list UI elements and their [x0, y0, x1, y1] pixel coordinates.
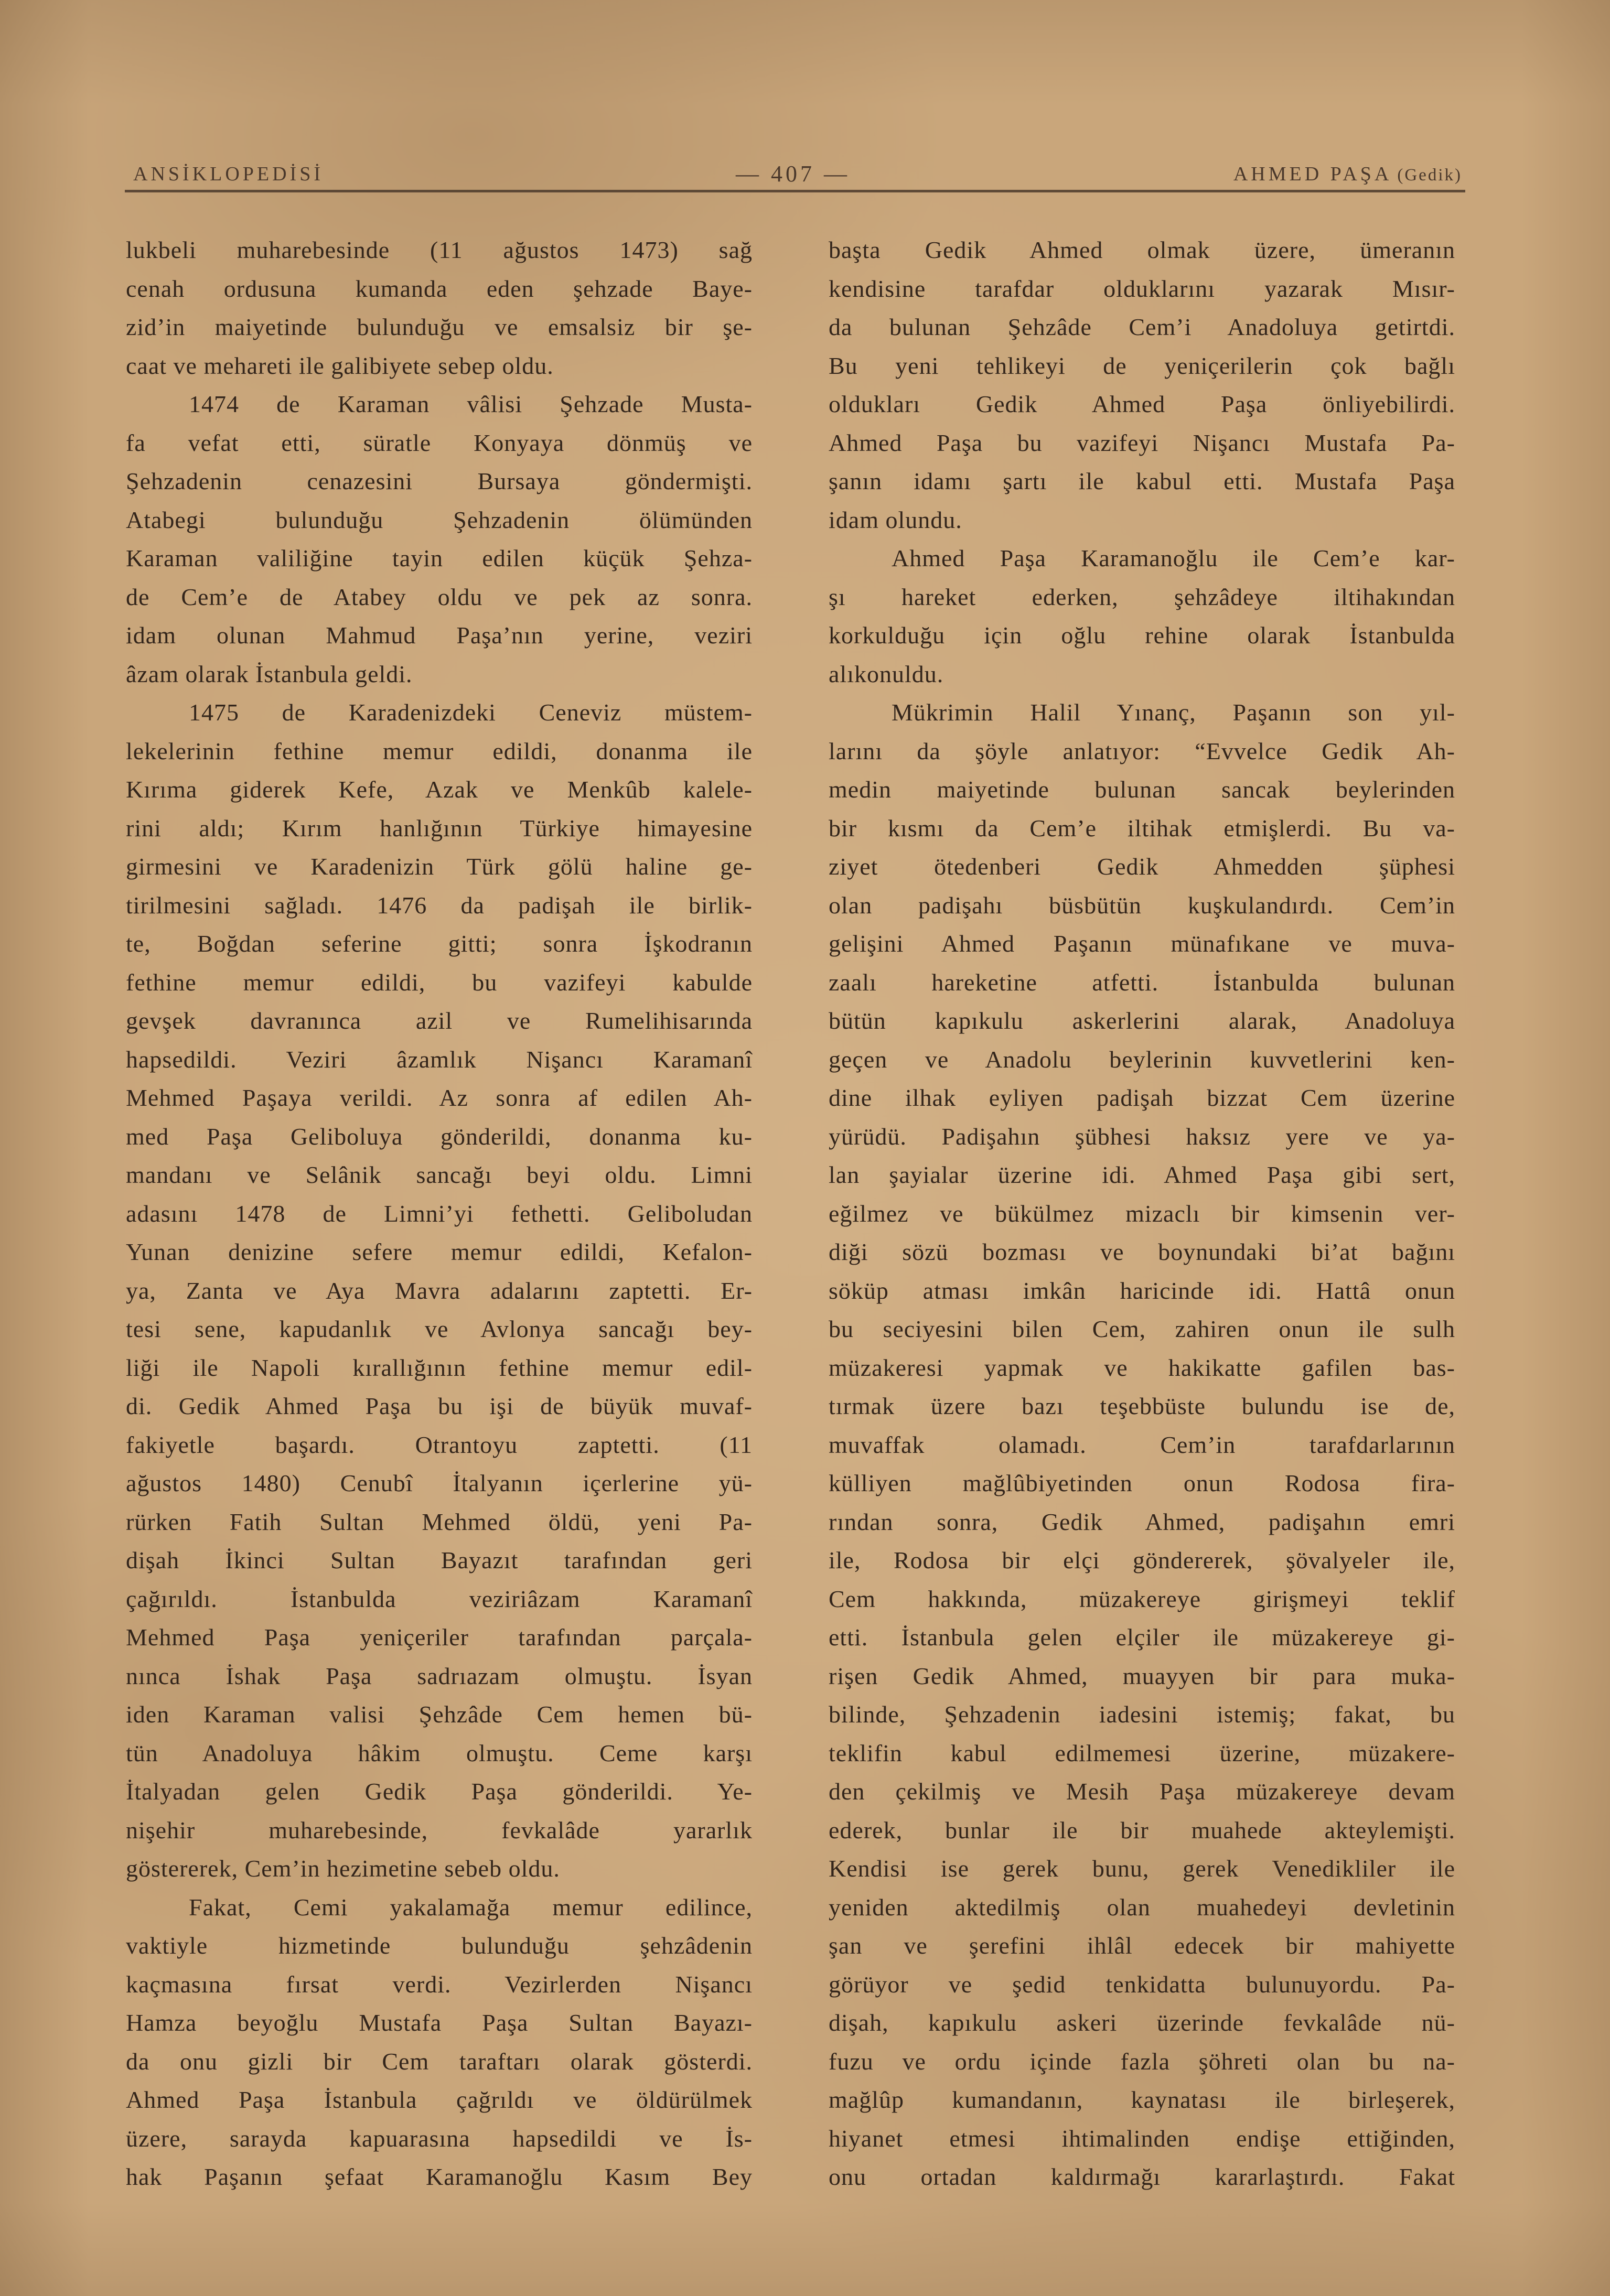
text-line: teklifin kabul edilmemesi üzerine, müzakere- — [829, 1739, 1455, 1766]
text-line: eğilmez ve bükülmez mizaclı bir kimsenin ver- — [829, 1200, 1455, 1227]
text-line: fuzu ve ordu içinde fazla şöhreti olan bu na- — [829, 2047, 1455, 2075]
paragraph — [126, 385, 753, 693]
text-line: girmesini ve Karadenizin Türk gölü haline ge- — [126, 853, 753, 880]
text-line: Ahmed Paşa Karamanoğlu ile Cem’e kar- — [892, 545, 1455, 572]
text-line: bütün kapıkulu askerlerini alarak, Anadoluya — [829, 1007, 1455, 1034]
header-rule — [125, 190, 1465, 192]
text-line: Cem hakkında, müzakereye girişmeyi teklif — [829, 1585, 1455, 1612]
text-line: nınca İshak Paşa sadrıazam olmuştu. İsyan — [126, 1662, 753, 1689]
text-line: hapsedildi. Veziri âzamlık Nişancı Karamanî — [126, 1045, 753, 1073]
text-line: tirilmesini sağladı. 1476 da padişah ile birlik- — [126, 891, 753, 919]
text-line: rini aldı; Kırım hanlığının Türkiye himayesine — [126, 814, 753, 842]
text-line: da bulunan Şehzâde Cem’i Anadoluya getirtdi. — [829, 314, 1455, 340]
text-line: Ahmed Paşa İstanbula çağrıldı ve öldürülmek — [126, 2086, 753, 2113]
text-line: Fakat, Cemi yakalamağa memur edilince, — [189, 1893, 753, 1921]
text-line: tırmak üzere bazı teşebbüste bulundu ise de, — [829, 1393, 1455, 1419]
text-line: şı hareket ederken, şehzâdeye iltihakından — [829, 583, 1455, 610]
text-line: cenah ordusuna kumanda eden şehzade Baye- — [126, 275, 753, 302]
text-line: görüyor ve şedid tenkidatta bulunuyordu. Pa- — [829, 1970, 1455, 1998]
text-line: korkulduğu için oğlu rehine olarak İstanbulda — [829, 622, 1455, 649]
text-line: rürken Fatih Sultan Mehmed öldü, yeni Pa- — [126, 1508, 753, 1535]
text-line: onu ortadan kaldırmağı kararlaştırdı. Fakat — [829, 2163, 1455, 2190]
text-line: idam olundu. — [829, 506, 962, 533]
text-line: ile, Rodosa bir elçi göndererek, şövalyeler ile, — [829, 1547, 1455, 1573]
text-line: Yunan denizine sefere memur edildi, Kefalon- — [126, 1238, 753, 1265]
page-number: — 407 — — [736, 161, 850, 187]
text-line: dişah, kapıkulu askeri üzerinde fevkalâde nü- — [829, 2009, 1455, 2036]
text-line: kaçmasına fırsat verdi. Vezirlerden Nişancı — [126, 1970, 753, 1998]
text-line: yeniden aktedilmiş olan muahedeyi devletinin — [829, 1893, 1455, 1921]
text-line: fethine memur edildi, bu vazifeyi kabulde — [126, 968, 753, 996]
text-line: şanın idamı şartı ile kabul etti. Mustafa Paşa — [829, 468, 1455, 494]
text-line: diği sözü bozması ve boynundaki bi’at bağını — [829, 1238, 1455, 1265]
text-line: üzere, sarayda kapuarasına hapsedildi ve İs- — [126, 2125, 753, 2152]
text-line: kendisine tarafdar olduklarını yazarak Mısır- — [829, 275, 1455, 302]
paragraph — [829, 231, 1455, 539]
text-line: mandanı ve Selânik sancağı beyi oldu. Limni — [126, 1161, 753, 1188]
text-line: adasını 1478 de Limni’yi fethetti. Geliboludan — [126, 1200, 753, 1227]
text-line: idam olunan Mahmud Paşa’nın yerine, veziri — [126, 622, 753, 649]
text-line: lukbeli muharebesinde (11 ağustos 1473) sağ — [126, 236, 753, 263]
text-line: liği ile Napoli kırallığının fethine memur edil- — [126, 1354, 753, 1381]
text-line: mağlûp kumandanın, kaynatası ile birleşerek, — [829, 2086, 1455, 2113]
text-line: hiyanet etmesi ihtimalinden endişe ettiğinden, — [829, 2125, 1455, 2152]
text-line: zaalı hareketine atfetti. İstanbulda bulunan — [829, 968, 1455, 996]
text-line: bir kısmı da Cem’e iltihak etmişlerdi. Bu va- — [829, 814, 1455, 842]
text-line: başta Gedik Ahmed olmak üzere, ümeranın — [829, 236, 1455, 263]
text-line: yürüdü. Padişahın şübhesi haksız yere ve ya- — [829, 1123, 1455, 1150]
text-line: Kırıma giderek Kefe, Azak ve Menkûb kalele- — [126, 776, 753, 803]
text-line: rişen Gedik Ahmed, muayyen bir para muka- — [829, 1662, 1455, 1689]
text-line: tesi sene, kapudanlık ve Avlonya sancağı bey- — [126, 1316, 753, 1342]
text-line: caat ve mehareti ile galibiyete sebep oldu. — [126, 352, 554, 379]
header-entry-name: AHMED PAŞA — [1233, 163, 1392, 185]
text-line: med Paşa Geliboluya gönderildi, donanma ku- — [126, 1123, 753, 1150]
paragraph — [829, 693, 1455, 2196]
text-line: dine ilhak eyliyen padişah bizzat Cem üzerine — [829, 1084, 1455, 1111]
text-line: Kendisi ise gerek bunu, gerek Venedikliler ile — [829, 1855, 1455, 1882]
text-line: lan şayialar üzerine idi. Ahmed Paşa gibi sert, — [829, 1161, 1455, 1188]
text-line: tün Anadoluya hâkim olmuştu. Ceme karşı — [126, 1739, 753, 1766]
text-line: hak Paşanın şefaat Karamanoğlu Kasım Bey — [126, 2163, 753, 2190]
text-line: ziyet ötedenberi Gedik Ahmedden şüphesi — [829, 853, 1455, 880]
text-line: göstererek, Cem’in hezimetine sebeb oldu. — [126, 1855, 560, 1882]
paragraph — [829, 539, 1455, 693]
text-line: lekelerinin fethine memur edildi, donanma ile — [126, 737, 753, 764]
text-line: söküp atması imkân haricinde idi. Hattâ onun — [829, 1277, 1455, 1304]
paragraph — [126, 231, 753, 385]
text-line: etti. İstanbula gelen elçiler ile müzakereye gi- — [829, 1624, 1455, 1651]
text-line: Mehmed Paşaya verildi. Az sonra af edilen Ah- — [126, 1084, 753, 1111]
text-line: gevşek davranınca azil ve Rumelihisarında — [126, 1007, 753, 1034]
text-line: müzakeresi yapmak ve hakikatte gafilen bas- — [829, 1354, 1455, 1381]
text-line: nişehir muharebesinde, fevkalâde yararlık — [126, 1816, 753, 1844]
text-line: İtalyadan gelen Gedik Paşa gönderildi. Ye- — [126, 1778, 753, 1805]
left-column — [126, 231, 753, 2202]
text-line: Hamza beyoğlu Mustafa Paşa Sultan Bayazı- — [126, 2009, 753, 2036]
text-line: ya, Zanta ve Aya Mavra adalarını zaptetti. Er- — [126, 1277, 753, 1304]
text-line: de Cem’e de Atabey oldu ve pek az sonra. — [126, 583, 753, 610]
text-line: Atabegi bulunduğu Şehzadenin ölümünden — [126, 506, 753, 533]
text-line: Şehzadenin cenazesini Bursaya göndermişti. — [126, 468, 753, 494]
text-line: olan padişahı büsbütün kuşkulandırdı. Cem’in — [829, 891, 1455, 919]
text-line: 1474 de Karaman vâlisi Şehzade Musta- — [189, 391, 753, 417]
text-line: şan ve şerefini ihlâl edecek bir mahiyette — [829, 1932, 1455, 1959]
text-line: rından sonra, Gedik Ahmed, padişahın emri — [829, 1508, 1455, 1535]
text-line: dişah İkinci Sultan Bayazıt tarafından geri — [126, 1547, 753, 1573]
header-encyclopedia-name: ANSİKLOPEDİSİ — [133, 163, 324, 185]
header-entry-qualifier: (Gedik) — [1397, 166, 1462, 185]
text-line: çağırıldı. İstanbulda veziriâzam Karamanî — [126, 1585, 753, 1612]
text-line: Mükrimin Halil Yınanç, Paşanın son yıl- — [892, 699, 1455, 726]
text-line: âzam olarak İstanbula geldi. — [126, 660, 413, 687]
text-line: Bu yeni tehlikeyi de yeniçerilerin çok bağlı — [829, 352, 1455, 379]
text-line: ederek, bunlar ile bir muahede akteylemişti. — [829, 1816, 1455, 1844]
text-line: Ahmed Paşa bu vazifeyi Nişancı Mustafa Pa- — [829, 429, 1455, 456]
text-line: da onu gizli bir Cem taraftarı olarak gösterdi. — [126, 2047, 753, 2075]
paragraph — [126, 1888, 753, 2196]
text-line: alıkonuldu. — [829, 660, 944, 687]
text-line: bu seciyesini bilen Cem, zahiren onun ile sulh — [829, 1316, 1455, 1342]
text-line: oldukları Gedik Ahmed Paşa önliyebilirdi. — [829, 391, 1455, 417]
text-line: Mehmed Paşa yeniçeriler tarafından parçala- — [126, 1624, 753, 1651]
text-line: te, Boğdan seferine gitti; sonra İşkodranın — [126, 930, 753, 957]
text-line: iden Karaman valisi Şehzâde Cem hemen bü- — [126, 1701, 753, 1728]
right-column — [829, 231, 1455, 2202]
paragraph — [126, 693, 753, 1888]
text-line: ağustos 1480) Cenubî İtalyanın içerlerine yü- — [126, 1470, 753, 1496]
text-line: külliyen mağlûbiyetinden onun Rodosa fira- — [829, 1470, 1455, 1496]
text-line: medin maiyetinde bulunan sancak beylerinden — [829, 776, 1455, 803]
header-entry-title — [1233, 160, 1462, 188]
text-line: di. Gedik Ahmed Paşa bu işi de büyük muvaf- — [126, 1393, 753, 1419]
text-line: geçen ve Anadolu beylerinin kuvvetlerini ken- — [829, 1045, 1455, 1073]
text-line: den çekilmiş ve Mesih Paşa müzakereye devam — [829, 1778, 1455, 1805]
text-line: vaktiyle hizmetinde bulunduğu şehzâdenin — [126, 1932, 753, 1959]
text-line: fa vefat etti, süratle Konyaya dönmüş ve — [126, 429, 753, 456]
text-line: larını da şöyle anlatıyor: “Evvelce Gedik Ah- — [829, 737, 1455, 764]
text-line: muvaffak olamadı. Cem’in tarafdarlarının — [829, 1431, 1455, 1458]
text-line: 1475 de Karadenizdeki Ceneviz müstem- — [189, 699, 753, 726]
text-line: bilinde, Şehzadenin iadesini istemiş; fakat, bu — [829, 1701, 1455, 1728]
text-line: fakiyetle başardı. Otrantoyu zaptetti. (11 — [126, 1431, 753, 1458]
text-line: Karaman valiliğine tayin edilen küçük Şehza- — [126, 545, 753, 572]
text-line: zid’in maiyetinde bulunduğu ve emsalsiz bir şe- — [126, 314, 753, 340]
text-line: gelişini Ahmed Paşanın münafıkane ve muva- — [829, 930, 1455, 957]
